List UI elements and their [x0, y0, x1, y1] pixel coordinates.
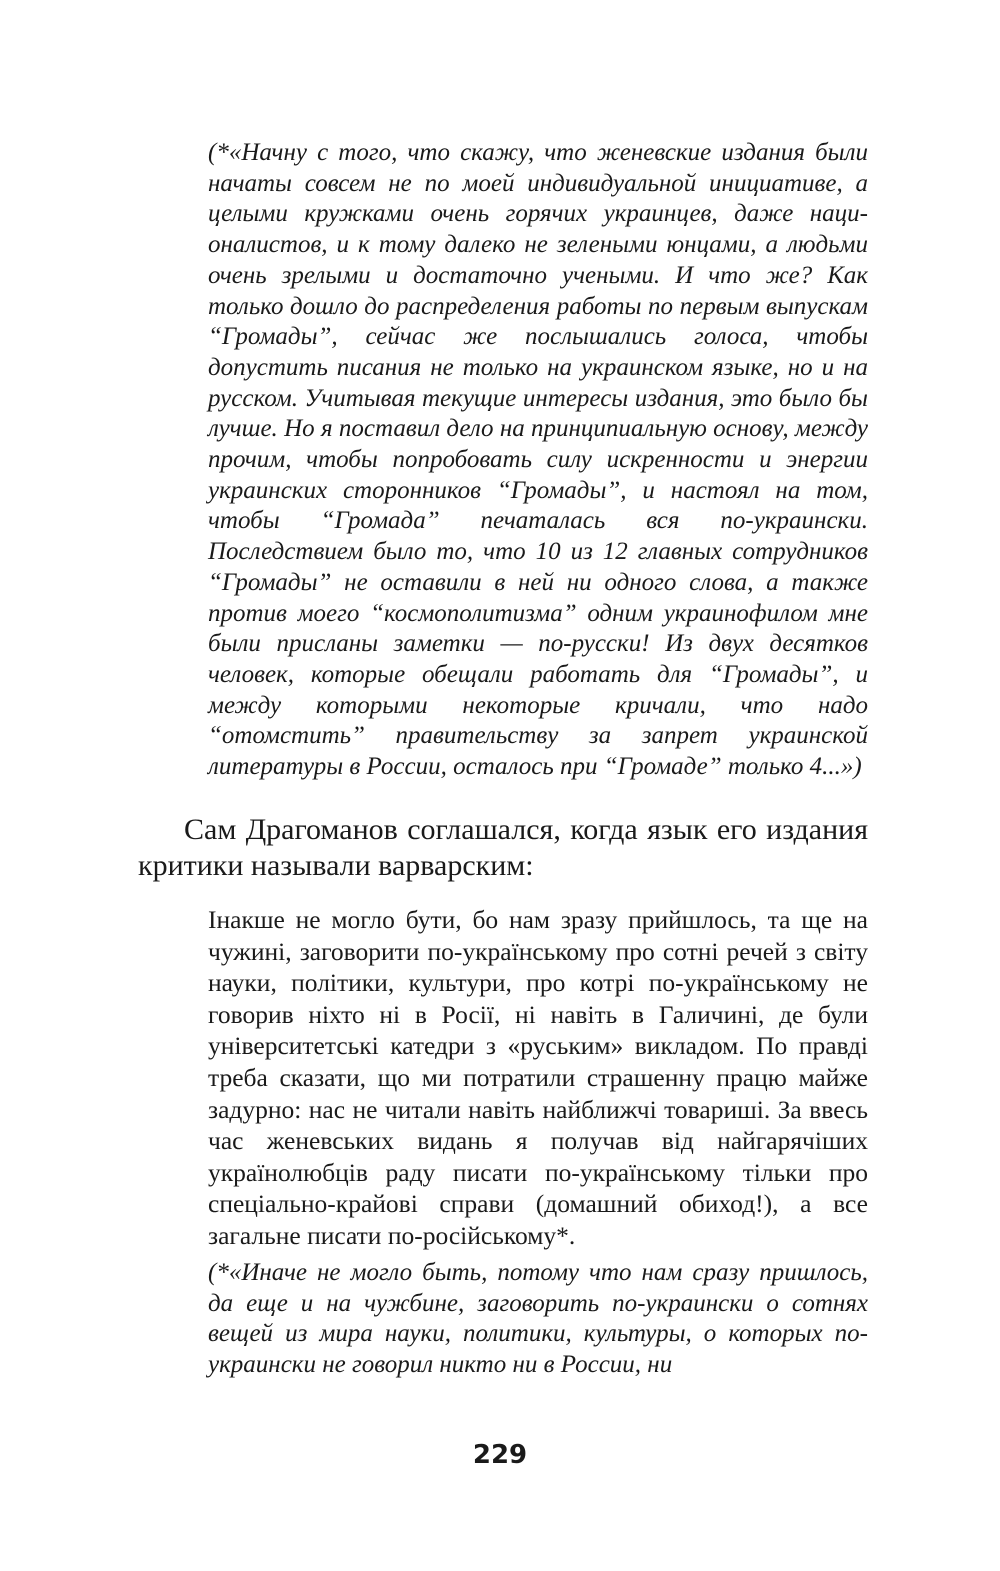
page-number: 229	[472, 1440, 528, 1470]
footnote-translation-1: (*«Начну с того, что скажу, что женевские издания были начаты совсем не по моей индивидуальной инициативе, а целыми кружками очень горячих украинцев, даже националистов, и к тому далеко не зелеными юнцами, а людьми очень зрелыми и достаточно учеными. И что же? Как только дошло до распределения работы по первым выпускам “Громады”, сейчас же послышались голоса, чтобы допустить писания не только на украинском языке, но и на русском. Учитывая текущие интересы издания, это было бы лучше. Но я поставил дело на принципиальную основу, между прочим, чтобы попробовать силу искренности и энергии украинских сторонников “Громады”, и настоял на том, чтобы “Громада” печаталась вся по-украински. Последствием было то, что 10 из 12 главных сотрудников “Громады” не оставили в ней ни одного слова, а также против моего “космополитизма” одним украинофилом мне были присланы заметки — по-русски! Из двух десятков человек, которые обещали работать для “Громады”, и между которыми некоторые кричали, что надо “отомстить” правительству за запрет украинской литературы в России, осталось при “Громаде” только 4...»)	[208, 139, 868, 781]
body-paragraph: Сам Драгоманов соглашался, когда язык его издания критики называли варварским:	[138, 813, 868, 882]
block-quote-ukrainian: Інакше не могло бути, бо нам зразу прийшлось, та ще на чужині, заговорити по-українському про сотні речей з світу науки, політики, культури, про котрі по-українському не говорив ніхто ні в Росії, ні навіть в Галичині, де були університетські катедри з «руським» викладом. По правді треба сказати, що ми потратили страшенну працю майже задурно: нас не читали навіть найближчі товариші. За ввесь час женевських видань я получав від найгарячіших українолюбців раду писати по-українському тільки про спеціально-крайові справи (домашний обиход!), а все загальне писати по-російському*.	[208, 905, 868, 1250]
footnote-translation-2: (*«Иначе не могло быть, потому что нам сразу пришлось, да еще и на чужбине, заговорить по-украински о сотнях вещей из мира науки, политики, культуры, о которых по-украински не говорил никто ни в России, ни	[208, 1259, 868, 1379]
